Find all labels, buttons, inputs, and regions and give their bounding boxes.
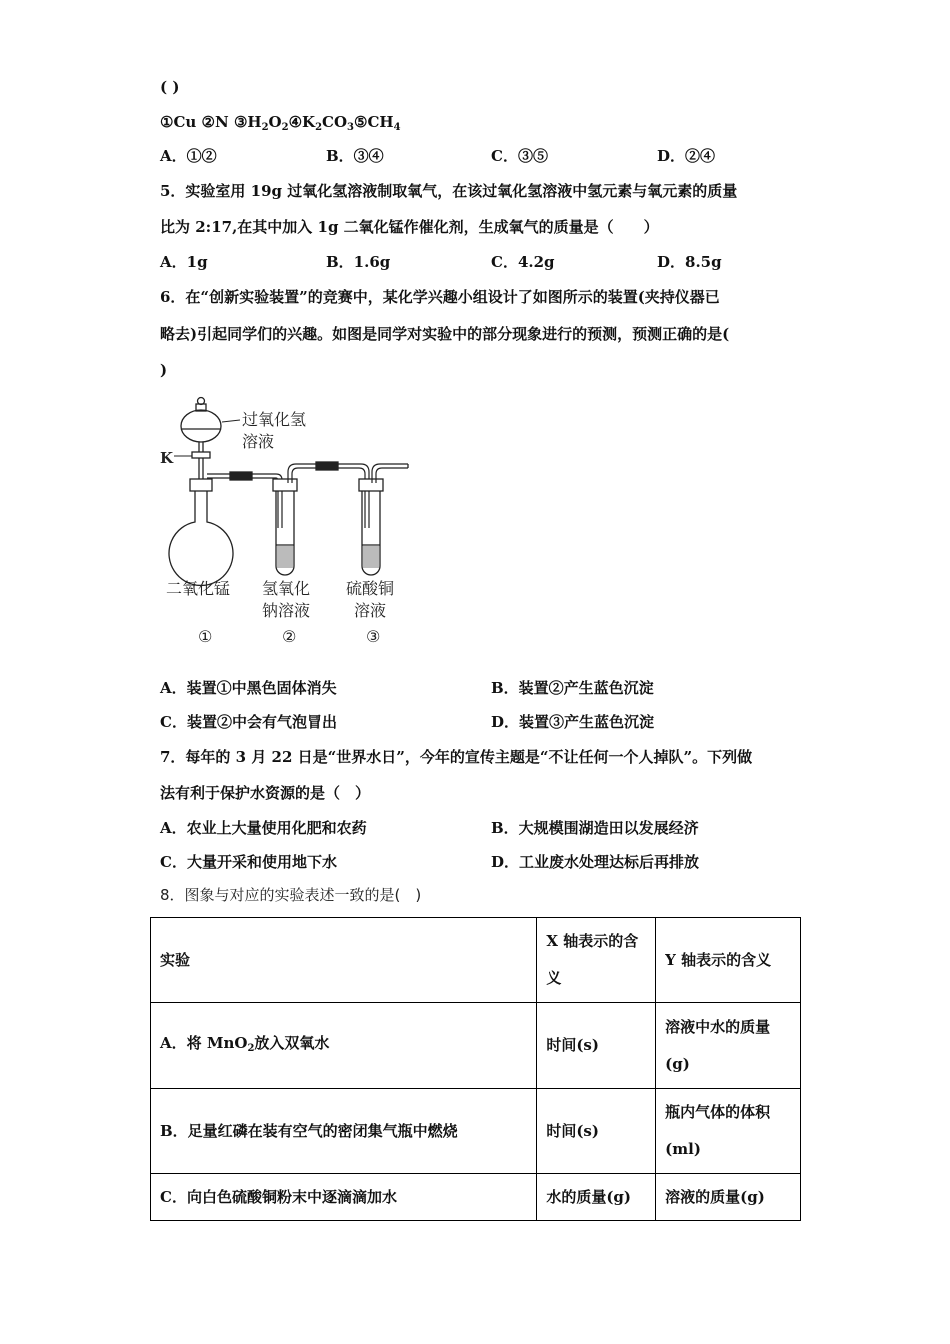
label-naoh-line2: 钠溶液 — [262, 601, 311, 620]
q7-line1: 7．每年的 3 月 22 日是“世界水日”，今年的宣传主题是“不让任何一个人掉队”。下列做 — [160, 748, 753, 766]
label-cuso4-line2: 溶液 — [354, 601, 387, 620]
q8-line1: 8．图象与对应的实验表述一致的是( ) — [160, 886, 422, 904]
table-row-a — [151, 1003, 801, 1089]
row-c-y: 溶液的质量(g) — [656, 1174, 801, 1221]
q6-line3: ) — [160, 361, 168, 379]
tube2-stopper — [273, 479, 297, 491]
delivery-tube-2 — [292, 468, 365, 528]
q4-items — [160, 112, 401, 138]
q5-line2: 比为 2:17,在其中加入 1g 二氧化锰作催化剂，生成氧气的质量是（ ） — [160, 218, 659, 236]
tube3-stopper — [359, 479, 383, 491]
q5-option-c: C．4.2g — [491, 253, 555, 271]
delivery-tube-1 — [207, 474, 282, 528]
q4-option-b: B．③④ — [326, 147, 384, 165]
round-bottom-flask — [169, 491, 233, 585]
row-a-x: 时间(s) — [537, 1003, 656, 1089]
apparatus-figure — [156, 388, 416, 650]
q7-option-a: A．农业上大量使用化肥和农药 — [160, 819, 367, 837]
table-row-c — [151, 1174, 801, 1221]
header-y-axis: Y 轴表示的含义 — [656, 918, 801, 1003]
q5-option-d: D．8.5g — [657, 253, 722, 271]
q4-item-ch4: $⑤CH_4$ — [354, 113, 401, 133]
label-device-2: ② — [282, 627, 297, 646]
row-b-experiment: B．足量红磷在装有空气的密闭集气瓶中燃烧 — [151, 1089, 537, 1174]
flask-stopper — [190, 479, 212, 491]
label-h2o2-line1: 过氧化氢 — [242, 410, 307, 429]
table-row-b — [151, 1089, 801, 1174]
label-k: K — [160, 449, 174, 467]
rubber-connector-1 — [230, 472, 252, 480]
separatory-funnel — [181, 410, 221, 442]
label-mno2: 二氧化锰 — [166, 579, 231, 598]
q5-line1: 5．实验室用 19g 过氧化氢溶液制取氧气，在该过氧化氢溶液中氢元素与氧元素的质量 — [160, 182, 738, 200]
q4-item-n: ②N — [201, 113, 229, 131]
q4-item-h2o2: $③H_2O_2$ — [233, 113, 289, 133]
q4-item-cu: ①Cu — [160, 113, 197, 131]
q8-table — [150, 917, 801, 1221]
q6-option-c: C．装置②中会有气泡冒出 — [160, 713, 337, 731]
header-x-axis: X 轴表示的含 义 — [537, 918, 656, 1003]
label-naoh-line1: 氢氧化 — [262, 579, 311, 598]
q4-option-c: C．③⑤ — [491, 147, 548, 165]
q4-option-a: A．①② — [160, 147, 217, 165]
label-cuso4-line1: 硫酸铜 — [346, 579, 395, 598]
q6-line2: 略去)引起同学们的兴趣。如图是同学对实验中的部分现象进行的预测，预测正确的是( — [160, 325, 730, 343]
q7-option-c: C．大量开采和使用地下水 — [160, 853, 337, 871]
q7-line2: 法有利于保护水资源的是（ ） — [160, 784, 371, 802]
q6-line1: 6．在“创新实验装置”的竞赛中，某化学兴趣小组设计了如图所示的装置(夹持仪器已 — [160, 288, 720, 306]
top-paren: ( ) — [160, 78, 180, 96]
rubber-connector-2 — [316, 462, 338, 470]
label-h2o2-line2: 溶液 — [242, 432, 275, 451]
header-experiment: 实验 — [151, 918, 537, 1003]
q6-option-a: A．装置①中黑色固体消失 — [160, 679, 337, 697]
q5-option-b: B．1.6g — [326, 253, 391, 271]
row-b-x: 时间(s) — [537, 1089, 656, 1174]
q5-option-a: A．1g — [160, 253, 208, 271]
row-a-y: 溶液中水的质量 (g) — [656, 1003, 801, 1089]
stopcock-k — [192, 452, 210, 458]
q6-option-b: B．装置②产生蓝色沉淀 — [491, 679, 654, 697]
q6-option-d: D．装置③产生蓝色沉淀 — [491, 713, 655, 731]
table-header-row — [151, 918, 801, 1003]
label-device-1: ① — [198, 627, 213, 646]
q7-option-b: B．大规模围湖造田以发展经济 — [491, 819, 699, 837]
q7-option-d: D．工业废水处理达标后再排放 — [491, 853, 700, 871]
q4-option-d: D．②④ — [657, 147, 716, 165]
row-b-y: 瓶内气体的体积 (ml) — [656, 1089, 801, 1174]
row-a-experiment: A．将 MnO$_2$放入双氧水 — [151, 1003, 537, 1089]
row-c-experiment: C．向白色硫酸铜粉末中逐滴滴加水 — [151, 1174, 537, 1221]
label-device-3: ③ — [366, 627, 381, 646]
row-c-x: 水的质量(g) — [537, 1174, 656, 1221]
q4-item-k2co3: $④K_2CO_3$ — [288, 113, 355, 133]
